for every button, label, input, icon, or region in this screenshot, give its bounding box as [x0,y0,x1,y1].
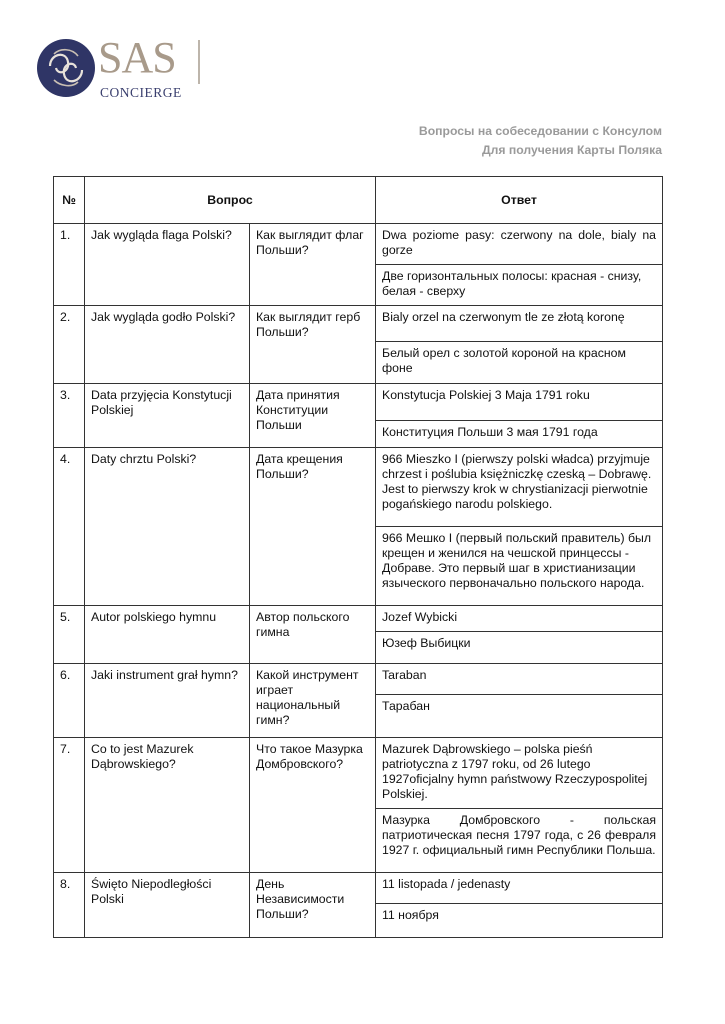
question-pl: Święto Niepodległości Polski [85,873,250,938]
question-pl: Data przyjęcia Konstytucji Polskiej [85,384,250,448]
answer-pl: Taraban [382,668,427,682]
question-ru: Что такое Мазурка Домбровского? [250,738,376,873]
answer-ru: Юзеф Выбицки [376,631,662,657]
table-row [54,224,663,306]
answer-pl: 11 listopada / jedenasty [382,877,511,891]
document-header-line1: Вопросы на собеседовании с Консулом [418,124,662,138]
answer-pl: Mazurek Dąbrowskiego – polska pieśń patriotyczna z 1797 roku, od 26 lutego 1927oficjalny hymn państwowy Rzeczypospolitej Polskiej. [382,742,648,801]
row-number: 6. [54,664,85,738]
question-ru: Дата крещения Польши? [250,448,376,606]
answer-cell [376,738,663,873]
answer-pl: 966 Mieszko I (pierwszy polski władca) przyjmuje chrzest i poślubia księżniczkę czeską – Dobrawę. Jest to pierwszy krok w chrystianizacji pierwotnie pogańskiego narodu polskiego. [382,452,652,511]
answer-pl: Bialy orzel na czerwonym tle ze złotą koronę [382,310,625,324]
document-header-line2: Для получения Карты Поляка [481,143,662,157]
answer-cell [376,448,663,606]
answer-ru: Две горизонтальных полосы: красная - снизу, белая - сверху [376,264,662,305]
question-pl: Jaki instrument grał hymn? [85,664,250,738]
answer-cell [376,224,663,306]
question-ru: Какой инструмент играет национальный гимн? [250,664,376,738]
table-row [54,738,663,873]
questions-table [53,176,663,938]
question-ru: Дата принятия Конституции Польши [250,384,376,448]
row-number: 4. [54,448,85,606]
row-number: 7. [54,738,85,873]
answer-ru: Мазурка Домбровского - польская патриотическая песня 1797 года, с 26 февраля 1927 г. официальный гимн Республики Польша. [376,808,662,872]
table-row [54,448,663,606]
answer-ru: 966 Мешко I (первый польский правитель) был крещен и женился на чешской принцессы - Добраве. Это первый шаг в христианизации языческого первоначально польского народа. [376,526,662,605]
question-pl: Autor polskiego hymnu [85,606,250,664]
table-row [54,664,663,738]
row-number: 3. [54,384,85,448]
answer-pl: Konstytucja Polskiej 3 Maja 1791 roku [382,388,590,402]
question-ru: Как выглядит флаг Польши? [250,224,376,306]
header-question: Вопрос [85,177,376,224]
table-row [54,873,663,938]
header-answer: Ответ [376,177,663,224]
question-ru: День Независимости Польши? [250,873,376,938]
question-pl: Co to jest Mazurek Dąbrowskiego? [85,738,250,873]
answer-ru: 11 ноября [376,903,662,929]
answer-cell [376,873,663,938]
logo-divider [198,40,200,84]
answer-cell [376,606,663,664]
row-number: 1. [54,224,85,306]
row-number: 2. [54,306,85,384]
row-number: 8. [54,873,85,938]
answer-cell [376,306,663,384]
question-ru: Автор польского гимна [250,606,376,664]
answer-cell [376,664,663,738]
logo-brand-text: SAS [98,33,176,82]
answer-ru: Конституция Польши 3 мая 1791 года [376,420,662,446]
table-row [54,606,663,664]
answer-ru: Тарабан [376,694,662,720]
row-number: 5. [54,606,85,664]
logo-sub-text: CONCIERGE [100,85,182,100]
answer-pl: Dwa poziome pasy: czerwony na dole, bialy na gorze [382,228,656,257]
header-number: № [54,177,85,224]
table-header-row [54,177,663,224]
question-pl: Daty chrztu Polski? [85,448,250,606]
question-pl: Jak wygląda godło Polski? [85,306,250,384]
answer-ru: Белый орел с золотой короной на красном фоне [376,341,662,382]
table-row [54,384,663,448]
question-pl: Jak wygląda flaga Polski? [85,224,250,306]
answer-pl: Jozef Wybicki [382,610,458,624]
answer-cell [376,384,663,448]
question-ru: Как выглядит герб Польши? [250,306,376,384]
table-row [54,306,663,384]
